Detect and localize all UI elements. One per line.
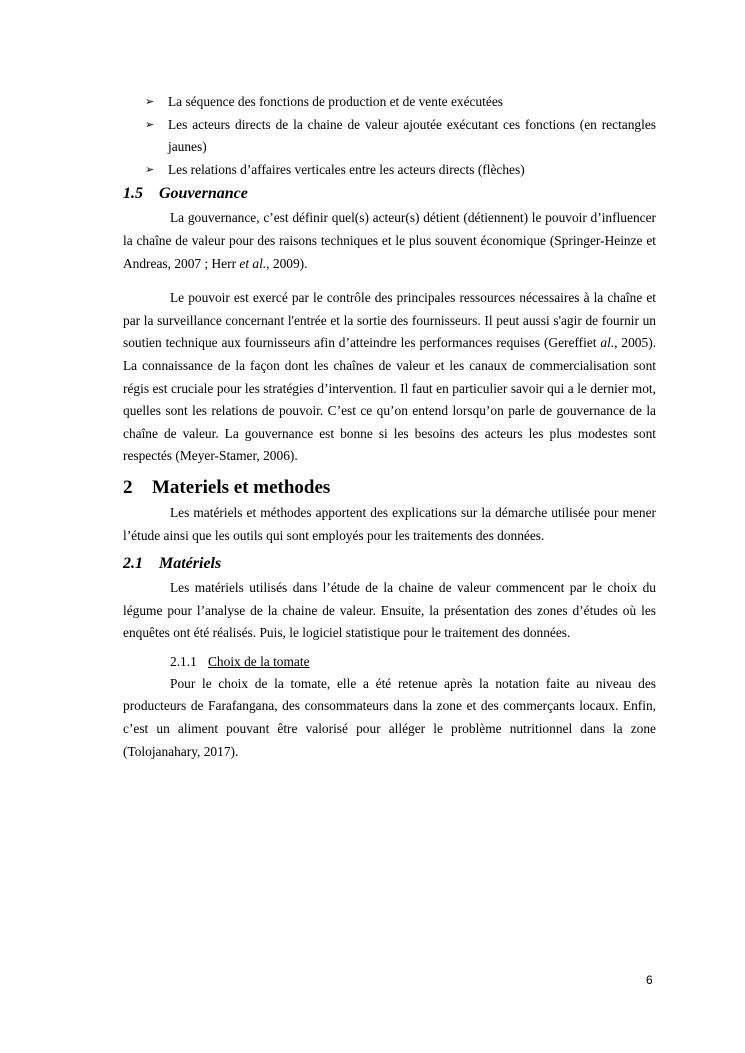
paragraph-materiels: Les matériels utilisés dans l’étude de la chaine de valeur commencent par le choix du légume pour l’analyse de la chaine de valeur. Ensuite, la présentation des zones d’études où les enquêtes ont été réalisés. Puis, le logiciel statistique pour le traitement des données.	[123, 580, 656, 641]
heading-2-1: 2.1 Matériels	[123, 555, 222, 573]
bullet-list	[123, 91, 656, 181]
paragraph-choix-tomate: Pour le choix de la tomate, elle a été retenue après la notation faite au niveau des producteurs de Farafangana, des consommateurs dans la zone et des commerçants locaux. Enfin, c’est un aliment pouvant être valorisé pour alléger le problème nutritionnel dans la zone (Tolojanahary, 2017).	[123, 675, 656, 759]
paragraph-gouvernance-1: La gouvernance, c’est définir quel(s) acteur(s) détient (détiennent) le pouvoir d’influencer la chaîne de valeur pour des raisons techniques et le plus souvent économique (Springer-Heinze et Andreas, 2007 ; Herr et al., 2009).	[123, 210, 656, 271]
arrow-bullet-icon: ➢	[145, 118, 155, 131]
paragraph-materiels-methodes: Les matériels et méthodes apportent des explications sur la démarche utilisée pour mener l’étude ainsi que les outils qui sont employés pour les traitements des données.	[123, 504, 656, 543]
list-item: ➢ Les relations d’affaires verticales entre les acteurs directs (flèches)	[123, 159, 656, 182]
list-item: ➢ La séquence des fonctions de production et de vente exécutées	[123, 91, 656, 114]
heading-2: 2 Materiels et methodes	[123, 476, 331, 498]
arrow-bullet-icon: ➢	[145, 163, 155, 176]
heading-1-5: 1.5 Gouvernance	[123, 185, 248, 203]
heading-2-1-1: 2.1.1 Choix de la tomate	[170, 653, 310, 669]
arrow-bullet-icon: ➢	[145, 96, 155, 108]
paragraph-gouvernance-2: Le pouvoir est exercé par le contrôle des principales ressources nécessaires à la chaîne et par la surveillance concernant l'entrée et la sortie des fournisseurs. Il peut aussi s'agir de fournir un soutien technique aux fournisseurs afin d’atteindre les performances requises (Gereffiet al., 2005). La connaissance de la façon dont les chaînes de valeur et les canaux de commercialisation sont régis est cruciale pour les stratégies d’intervention. Il faut en particulier savoir qui a le dernier mot, quelles sont les relations de pouvoir. C’est ce qu’on entend lorsqu’on parle de gouvernance de la chaîne de valeur. La gouvernance est bonne si les besoins des acteurs les plus modestes sont respectés (Meyer-Stamer, 2006).	[123, 290, 657, 464]
page-body	[123, 91, 656, 763]
list-item: ➢ Les acteurs directs de la chaine de valeur ajoutée exécutant ces fonctions (en rectangles jaunes)	[123, 114, 656, 159]
page-number: 6	[646, 973, 653, 987]
